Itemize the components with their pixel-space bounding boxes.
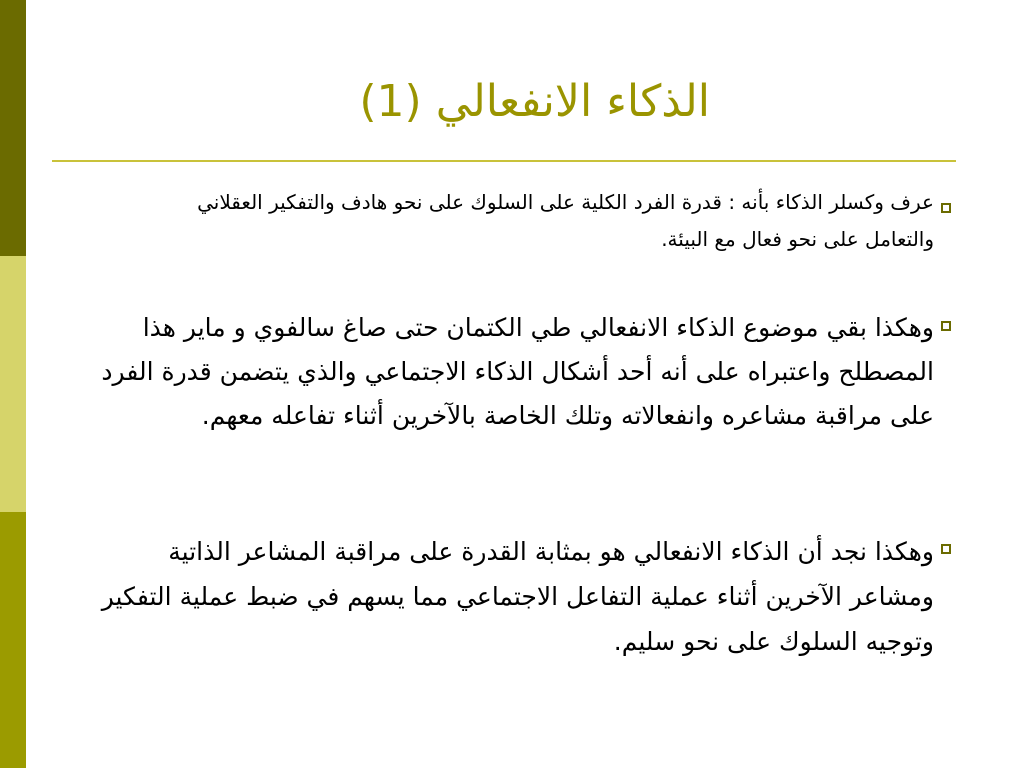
title-divider [52,160,956,162]
accent-bar-middle [0,256,26,512]
bullet-item-summary: وهكذا نجد أن الذكاء الانفعالي هو بمثابة القدرة على مراقبة المشاعر الذاتية ومشاعر الآخرين أثناء عملية التفاعل الاجتماعي مما يسهم في ضبط عملية التفكير وتوجيه السلوك على نحو سليم. [101,537,934,656]
accent-bar-bottom [0,512,26,768]
bullet-square-icon [941,321,951,331]
accent-bar-top [0,0,26,256]
bullet-square-icon [941,544,951,554]
left-accent-bar [0,0,26,768]
bullet-item-history: وهكذا بقي موضوع الذكاء الانفعالي طي الكتمان حتى صاغ سالفوي و ماير هذا المصطلح واعتبراه على أنه أحد أشكال الذكاء الاجتماعي والذي يتضمن قدرة الفرد على مراقبة مشاعره وانفعالاته وتلك الخاصة بالآخرين أثناء تفاعله معهم. [101,313,934,430]
slide-title: الذكاء الانفعالي (1) [359,76,710,127]
bullet-item-definition: عرف وكسلر الذكاء بأنه : قدرة الفرد الكلية على السلوك على نحو هادف والتفكير العقلاني والتعامل على نحو فعال مع البيئة. [197,190,934,251]
bullet-square-icon [941,203,951,213]
